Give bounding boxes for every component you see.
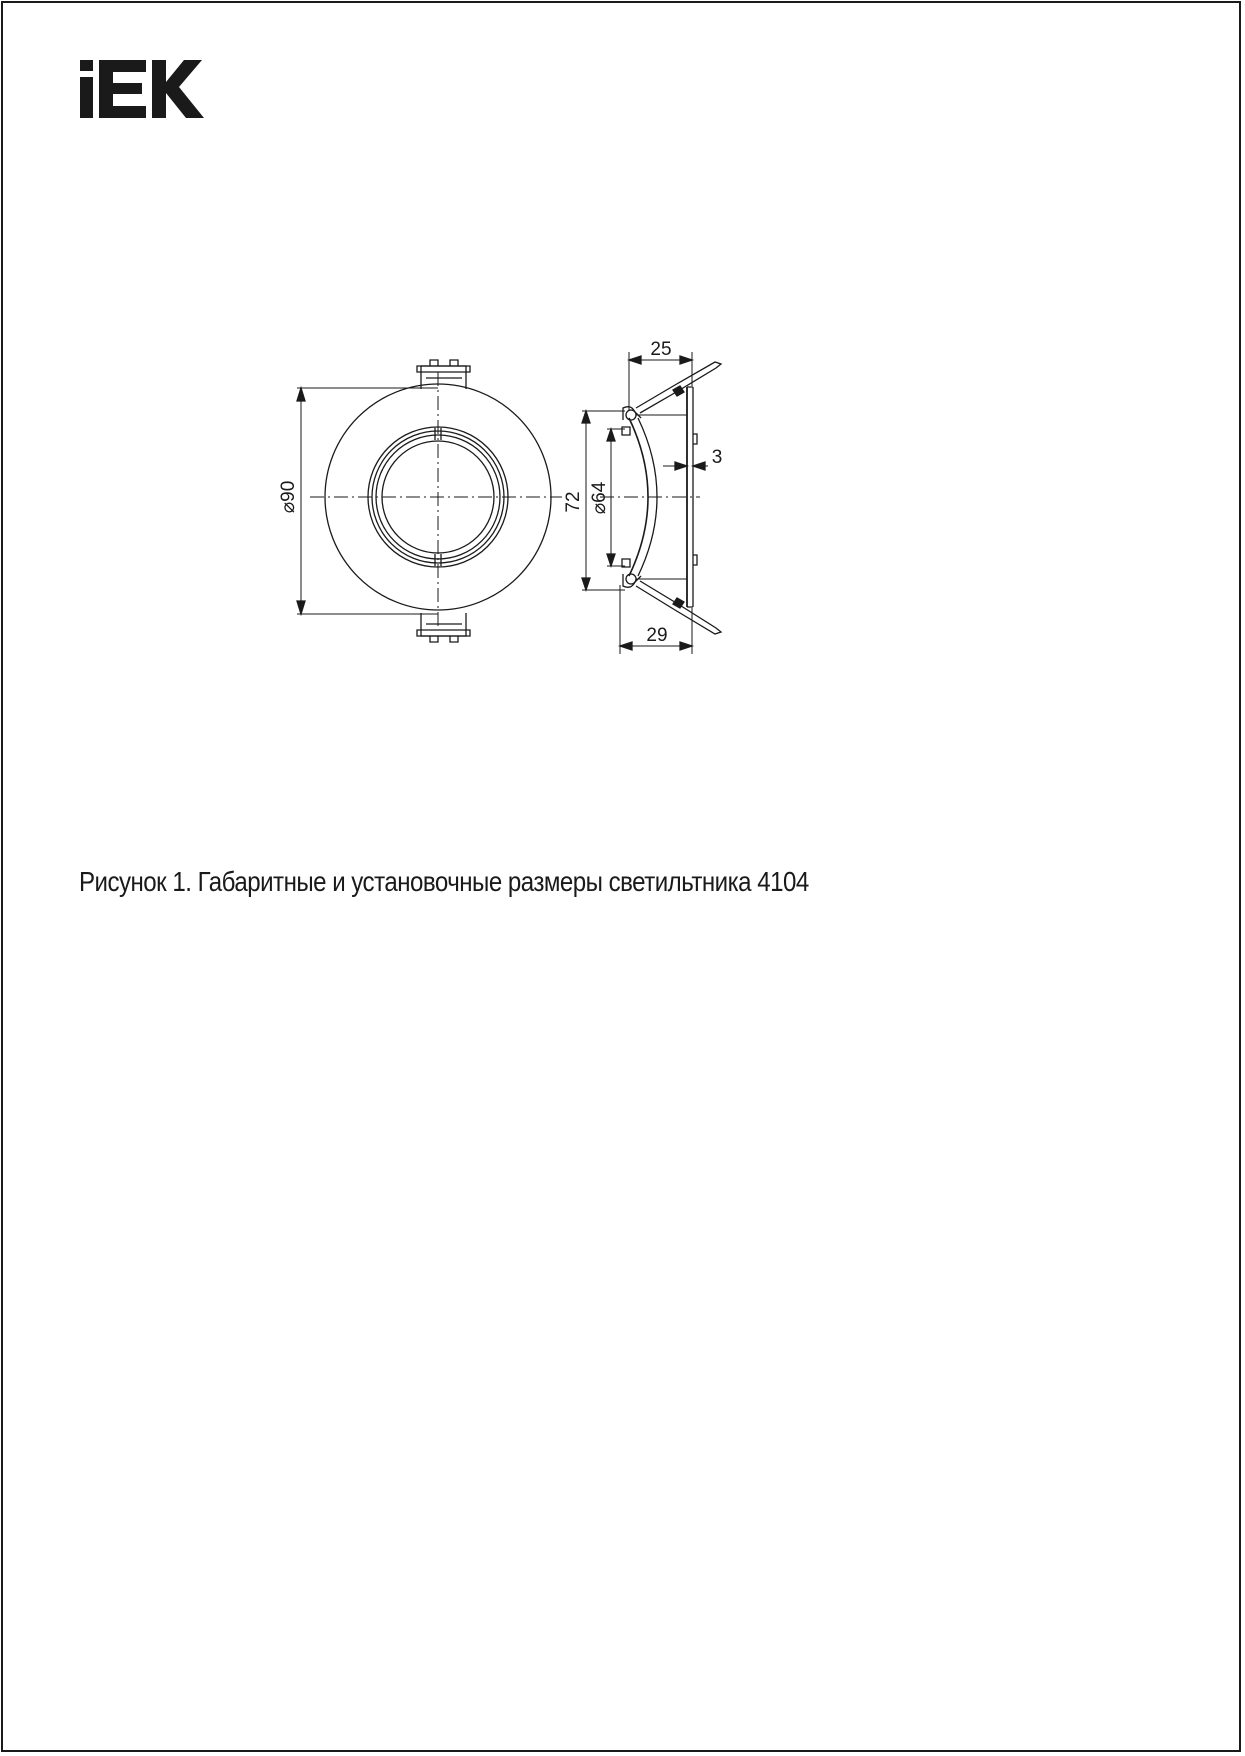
width-25-label: 25 [650,339,672,360]
figure-caption: Рисунок 1. Габаритные и установочные размеры светильтника 4104 [79,866,809,897]
height-72-label: 72 [563,491,584,513]
front-view [297,360,562,642]
rim-3-label: 3 [711,447,723,468]
diameter-64-label: ⌀64 [589,481,610,515]
diameter-90-label: ⌀90 [278,480,299,514]
width-29-label: 29 [646,625,668,646]
